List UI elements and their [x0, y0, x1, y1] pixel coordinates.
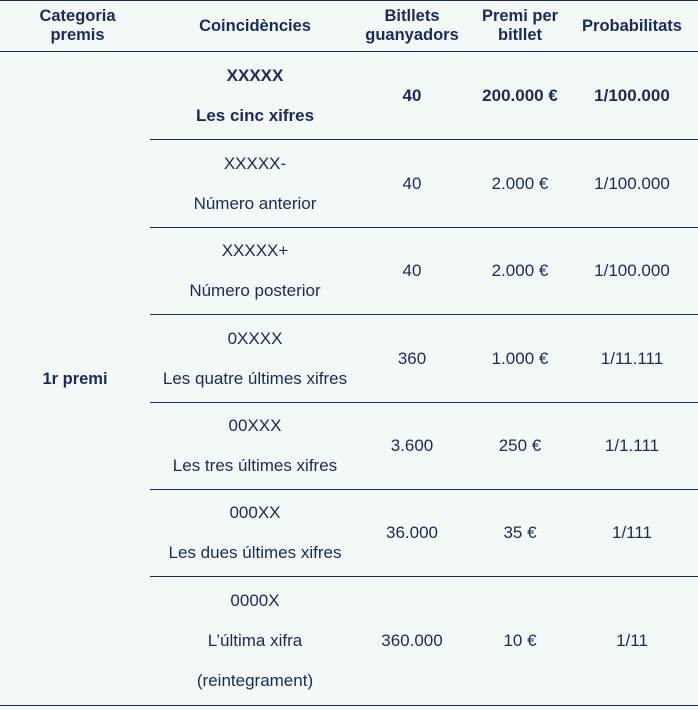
probability-cell — [576, 52, 688, 139]
coincidence-cell — [150, 227, 360, 314]
probability-cell-value: 1/100.000 — [594, 85, 670, 105]
prize-cell — [464, 140, 576, 227]
prize-cell — [464, 402, 576, 489]
tickets-cell — [360, 227, 464, 314]
header-coincidences-label: Coincidències — [199, 16, 311, 35]
coincidence-description: L’última xifra — [207, 631, 303, 650]
header-winning-tickets — [360, 1, 464, 51]
table-row — [150, 140, 698, 228]
tickets-cell — [360, 140, 464, 227]
tickets-cell — [360, 489, 464, 576]
header-category-line2: premis — [50, 26, 105, 44]
tickets-cell-value: 40 — [402, 173, 422, 193]
coincidence-pattern: 000XX — [229, 502, 281, 522]
coincidence-description: Número anterior — [193, 193, 317, 213]
header-probability — [572, 1, 692, 51]
tickets-cell — [360, 315, 464, 402]
coincidence-cell — [150, 489, 360, 576]
probability-cell-value: 1/100.000 — [594, 260, 670, 280]
table-bottom-border — [0, 705, 698, 706]
tickets-cell — [360, 402, 464, 489]
tickets-cell — [360, 577, 464, 705]
header-probability-label: Probabilitats — [582, 16, 682, 35]
probability-cell-value: 1/1.111 — [604, 435, 660, 455]
coincidence-description: Les tres últimes xifres — [172, 455, 338, 475]
coincidence-pattern: XXXXX- — [223, 153, 287, 173]
probability-cell-value: 1/11.111 — [600, 348, 664, 368]
tickets-cell-value: 3.600 — [390, 435, 434, 455]
table-header — [0, 0, 698, 52]
prize-cell — [464, 577, 576, 705]
probability-cell — [576, 489, 688, 576]
header-prize-line1: Premi per — [481, 7, 559, 25]
prize-cell-value: 10 € — [503, 631, 537, 650]
table-row — [150, 52, 698, 140]
coincidence-description: Les dues últimes xifres — [168, 542, 342, 562]
category-cell — [0, 52, 150, 706]
table-row — [150, 577, 698, 705]
prize-cell-value: 35 € — [503, 522, 537, 542]
table-row — [150, 315, 698, 403]
header-category — [0, 1, 155, 51]
probability-cell — [576, 402, 688, 489]
probability-cell — [576, 577, 688, 705]
coincidence-pattern: 00XXX — [228, 415, 282, 435]
header-coincidences — [150, 1, 360, 51]
probability-cell — [576, 140, 688, 227]
coincidence-cell — [150, 52, 360, 139]
table-row — [150, 402, 698, 490]
probability-cell-value: 1/11 — [616, 631, 648, 650]
header-tickets-line2: guanyadors — [365, 26, 459, 44]
tickets-cell-value: 40 — [402, 260, 422, 280]
coincidence-cell — [150, 577, 360, 705]
coincidence-description: Número posterior — [189, 280, 321, 300]
probability-cell — [576, 227, 688, 314]
prize-cell-value: 250 € — [498, 435, 542, 455]
category-label: 1r premi — [42, 369, 108, 388]
tickets-cell-value: 360.000 — [381, 631, 443, 650]
table-row — [150, 489, 698, 577]
probability-cell — [576, 315, 688, 402]
coincidence-pattern: 0000X — [230, 591, 280, 610]
coincidence-description: Les cinc xifres — [195, 105, 315, 125]
coincidence-pattern: XXXXX+ — [221, 240, 289, 260]
coincidence-cell — [150, 140, 360, 227]
probability-cell-value: 1/111 — [611, 522, 653, 542]
header-prize — [464, 1, 576, 51]
prize-cell — [464, 489, 576, 576]
prize-cell-value: 200.000 € — [482, 85, 558, 105]
coincidence-pattern: XXXXX — [226, 65, 284, 85]
coincidence-description-extra: (reintegrament) — [196, 671, 314, 690]
coincidence-pattern: 0XXXX — [227, 328, 283, 348]
coincidence-description: Les quatre últimes xifres — [162, 368, 348, 388]
prize-cell — [464, 52, 576, 139]
tickets-cell — [360, 52, 464, 139]
prize-cell-value: 2.000 € — [491, 260, 549, 280]
coincidence-cell — [150, 402, 360, 489]
prize-cell — [464, 227, 576, 314]
prize-cell-value: 2.000 € — [491, 173, 549, 193]
prize-cell — [464, 315, 576, 402]
coincidence-cell — [150, 315, 360, 402]
table-row — [150, 227, 698, 315]
header-prize-line2: bitllet — [498, 26, 542, 44]
probability-cell-value: 1/100.000 — [594, 173, 670, 193]
tickets-cell-value: 360 — [397, 348, 427, 368]
prize-cell-value: 1.000 € — [491, 348, 549, 368]
tickets-cell-value: 36.000 — [386, 522, 438, 542]
header-tickets-line1: Bitllets — [384, 7, 440, 25]
tickets-cell-value: 40 — [402, 85, 422, 105]
header-category-line1: Categoria — [39, 7, 116, 25]
